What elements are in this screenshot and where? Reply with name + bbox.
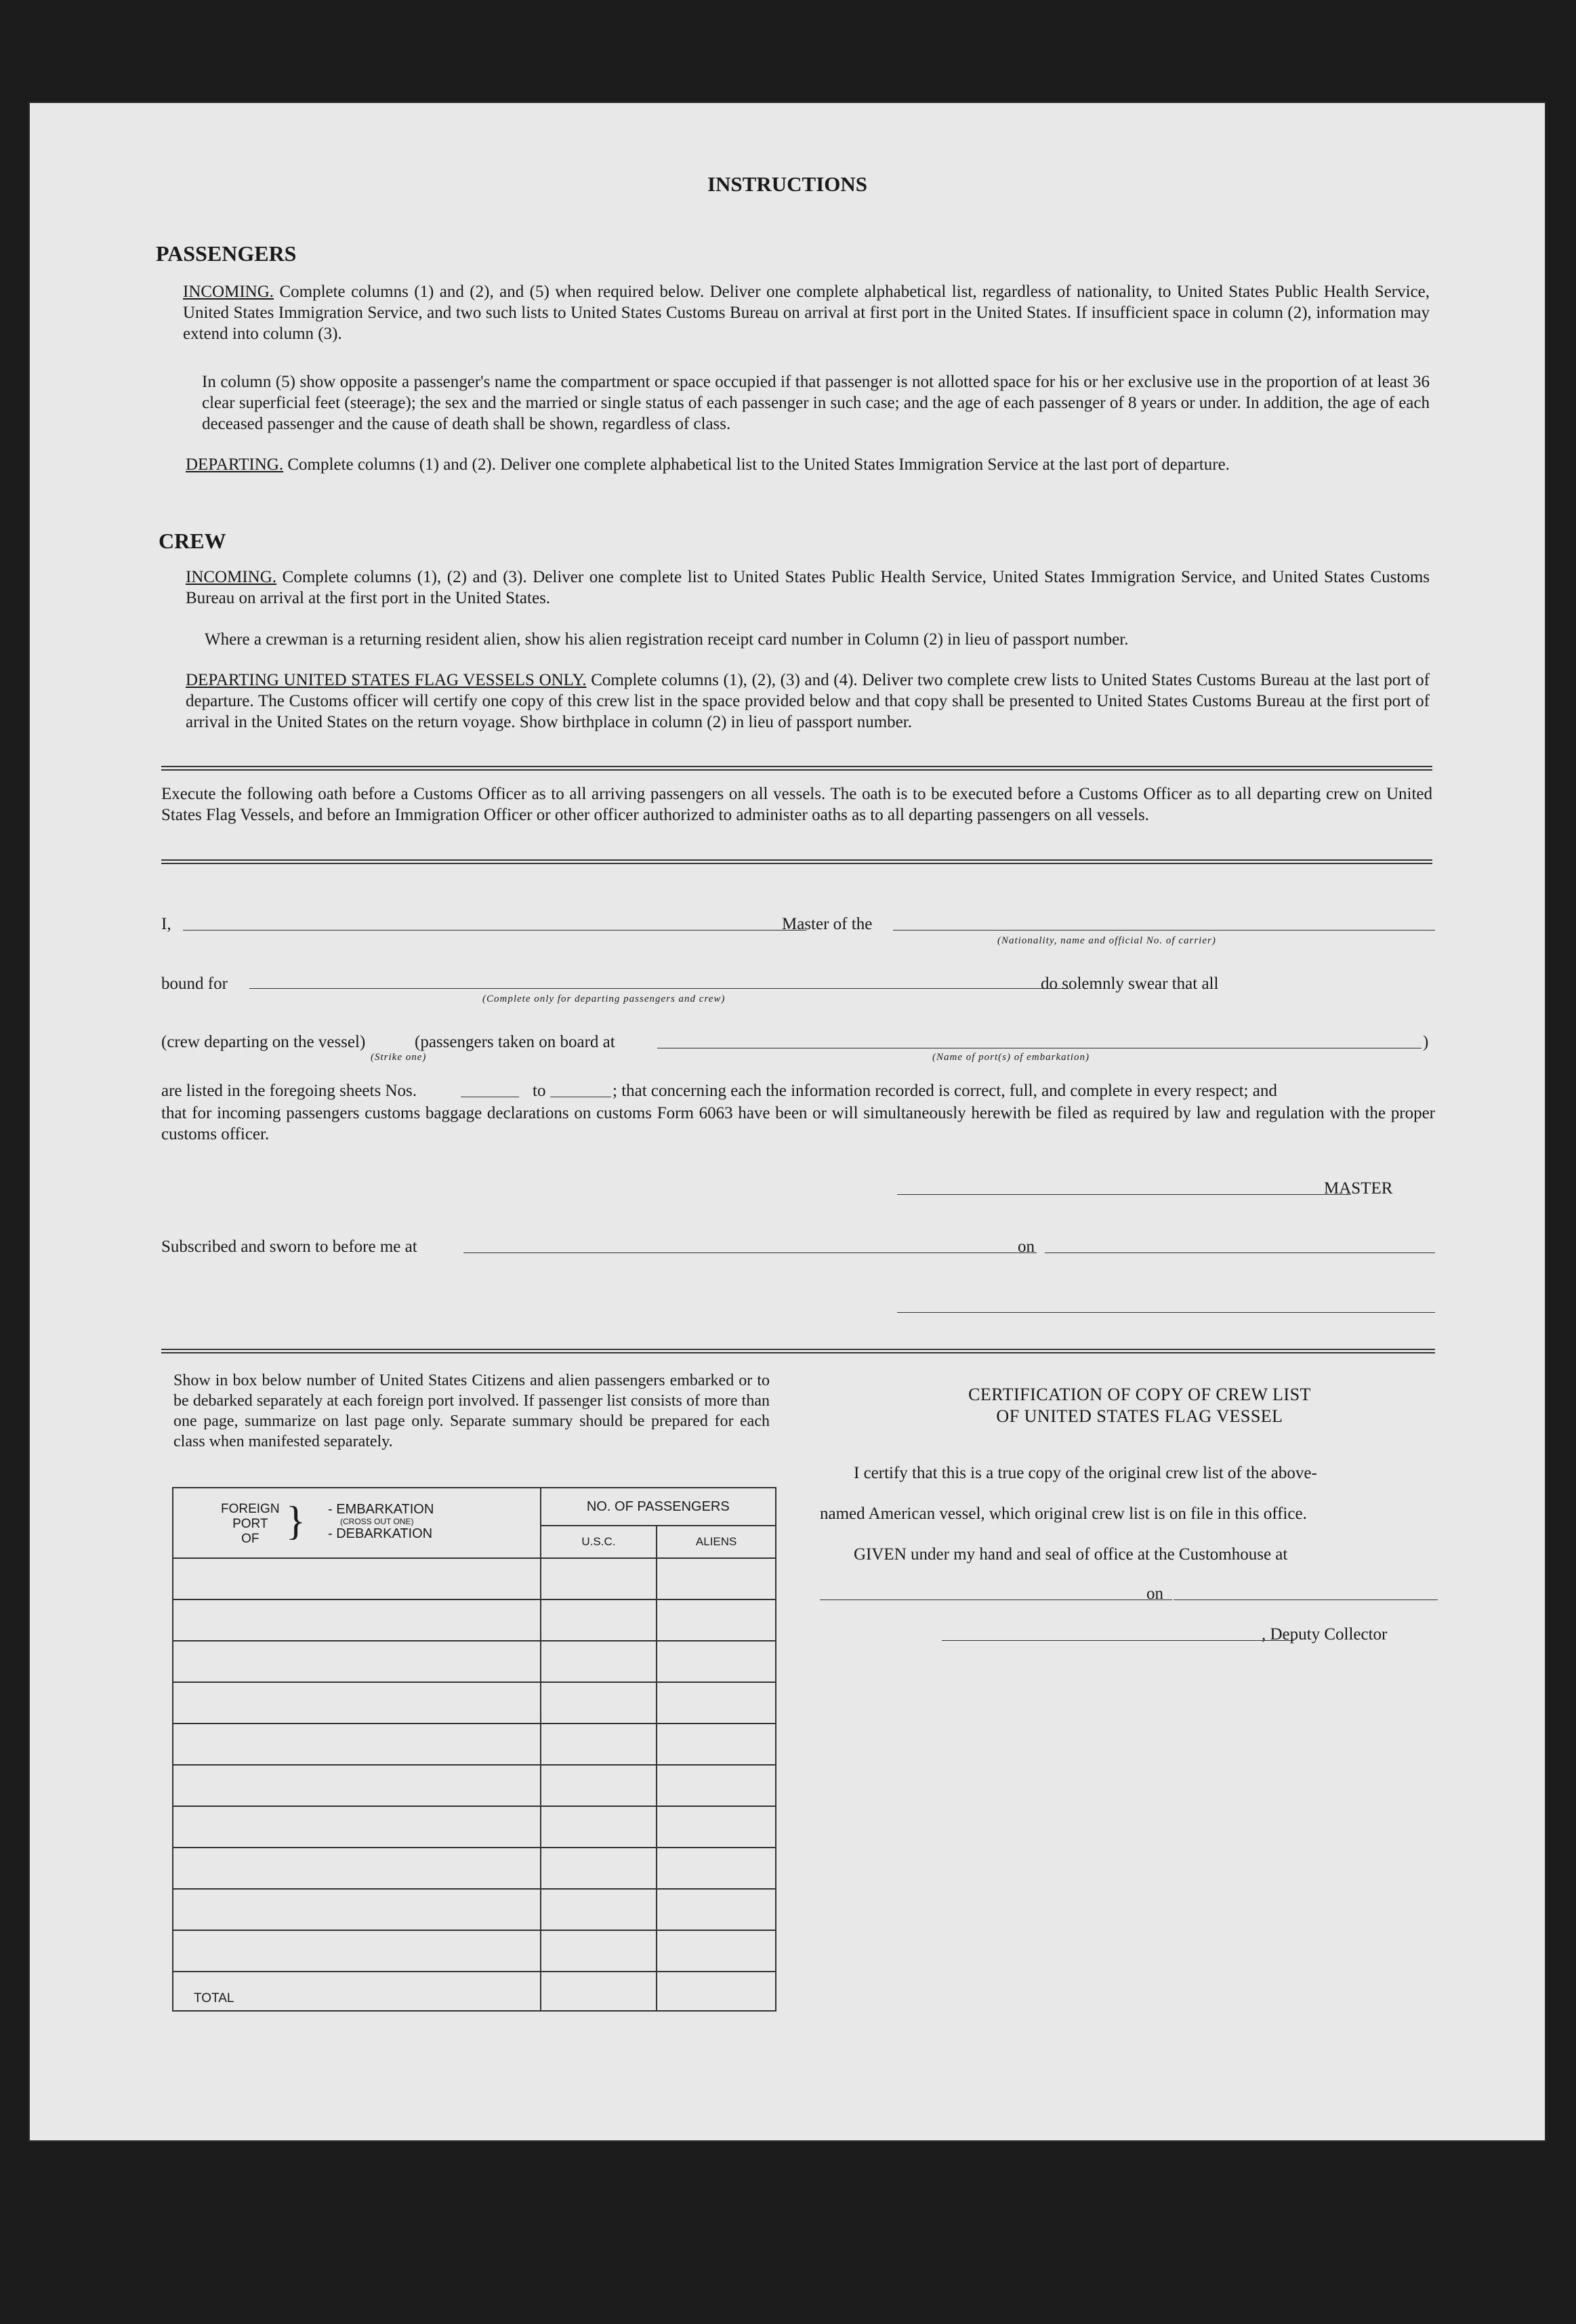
certify-line3: GIVEN under my hand and seal of office at the Customhouse at — [854, 1545, 1288, 1564]
summary-row — [173, 1682, 776, 1724]
summary-port-cell[interactable] — [173, 1765, 541, 1806]
passengers-taken-option[interactable]: (passengers taken on board at — [415, 1033, 615, 1051]
deputy-signature-field[interactable] — [942, 1640, 1294, 1641]
usc-header: U.S.C. — [541, 1526, 657, 1558]
summary-row — [173, 1558, 776, 1599]
summary-port-cell[interactable] — [173, 1641, 541, 1682]
summary-usc-cell[interactable] — [541, 1641, 657, 1682]
swear-label: do solemnly swear that all — [1041, 975, 1219, 993]
summary-aliens-cell[interactable] — [657, 1558, 776, 1599]
summary-port-cell[interactable] — [173, 1558, 541, 1599]
deputy-collector-label: , Deputy Collector — [1262, 1625, 1388, 1644]
of-label: OF — [241, 1532, 260, 1546]
port-header-cell: FOREIGN PORT OF } - EMBARKATION (CROSS OUT ONE) - DEBARKATION — [173, 1488, 541, 1558]
vessel-name-field[interactable] — [893, 930, 1435, 931]
summary-aliens-cell[interactable] — [657, 1848, 776, 1889]
total-aliens-cell[interactable] — [657, 1972, 776, 2011]
bound-for-field[interactable] — [249, 988, 1069, 989]
summary-usc-cell[interactable] — [541, 1930, 657, 1972]
summary-row — [173, 1889, 776, 1930]
summary-port-cell[interactable] — [173, 1599, 541, 1641]
summary-row — [173, 1930, 776, 1972]
summary-usc-cell[interactable] — [541, 1765, 657, 1806]
passengers-incoming-text: Complete columns (1) and (2), and (5) when required below. Deliver one complete alphabetical list, regardless of nationality, to United States Public Health Service, United States Immigration Service, and two such lists to United States Customs Bureau on arrival at first port in the United States. If insufficient space in column (2), information may extend into column (3). — [183, 283, 1430, 343]
summary-aliens-cell[interactable] — [657, 1641, 776, 1682]
sheets-to-label: to — [533, 1082, 546, 1100]
summary-aliens-cell[interactable] — [657, 1806, 776, 1848]
summary-aliens-cell[interactable] — [657, 1599, 776, 1641]
summary-usc-cell[interactable] — [541, 1724, 657, 1765]
lower-divider — [161, 1349, 1435, 1353]
passenger-summary-table — [172, 1487, 776, 2012]
summary-usc-cell[interactable] — [541, 1558, 657, 1599]
summary-intro: Show in box below number of United States Citizens and alien passengers embarked or to be debarked separately at each foreign port involved. If passenger list consists of more than one page, summarize on last page only. Separate summary should be prepared for each class when manifested separately. — [173, 1372, 770, 1450]
summary-usc-cell[interactable] — [541, 1848, 657, 1889]
customs-declaration-text: that for incoming passengers customs baggage declarations on customs Form 6063 have been or will simultaneously herewith be filed as required by law and regulation with the proper customs officer. — [161, 1104, 1435, 1143]
summary-port-cell[interactable] — [173, 1724, 541, 1765]
port-label: PORT — [232, 1517, 268, 1531]
crew-heading: CREW — [159, 529, 226, 553]
aliens-header: ALIENS — [657, 1526, 776, 1558]
total-label-cell — [173, 1972, 541, 2011]
summary-row — [173, 1641, 776, 1682]
crew-departing-option[interactable]: (crew departing on the vessel) — [161, 1033, 366, 1051]
sworn-on-label: on — [1018, 1238, 1035, 1256]
crew-departing-text: Complete columns (1), (2), (3) and (4). Deliver two complete crew lists to United States Customs Bureau at the last port of departure. The Customs officer will certify one copy of this crew list in the space provided below and that copy shall be presented to United States Customs Bureau at the first port of arrival in the United States on the return voyage. Show birthplace in column (2) in lieu of passport number. — [186, 671, 1430, 731]
nationality-caption: (Nationality, name and official No. of carrier) — [997, 935, 1216, 946]
summary-aliens-cell[interactable] — [657, 1889, 776, 1930]
ports-caption: (Name of port(s) of embarkation) — [932, 1052, 1090, 1063]
section-divider — [161, 766, 1432, 771]
passengers-departing-text: Complete columns (1) and (2). Deliver one complete alphabetical list to the United States Immigration Service at the last port of departure. — [287, 455, 1230, 474]
page-title: INSTRUCTIONS — [707, 172, 867, 196]
subscribed-label: Subscribed and sworn to before me at — [161, 1238, 417, 1256]
bound-caption: (Complete only for departing passengers and crew) — [482, 994, 726, 1004]
summary-usc-cell[interactable] — [541, 1682, 657, 1724]
passengers-departing-label: DEPARTING. — [186, 455, 284, 474]
document-page — [28, 102, 1546, 2142]
summary-usc-cell[interactable] — [541, 1806, 657, 1848]
crew-incoming-paragraph — [186, 567, 1430, 609]
passengers-incoming-paragraph — [183, 281, 1430, 344]
summary-port-cell[interactable] — [173, 1930, 541, 1972]
debarkation-option[interactable]: - DEBARKATION — [328, 1526, 433, 1541]
master-name-field[interactable] — [183, 930, 806, 931]
summary-row — [173, 1848, 776, 1889]
master-signature-field[interactable] — [897, 1194, 1351, 1195]
passengers-departing-paragraph — [186, 454, 1430, 475]
no-of-passengers-header: NO. OF PASSENGERS — [541, 1488, 776, 1526]
crew-departing-label: DEPARTING UNITED STATES FLAG VESSELS ONLY. — [186, 671, 587, 689]
certify-date-field[interactable] — [1174, 1599, 1438, 1600]
summary-usc-cell[interactable] — [541, 1889, 657, 1930]
passengers-column5-paragraph: In column (5) show opposite a passenger's name the compartment or space occupied if that passenger is not allotted space for his or her exclusive use in the proportion of at least 36 clear superficial feet (steerage); the sex and the married or single status of each passenger in such case; and the age of each passenger of 8 years or under. In addition, the age of each deceased passenger and the cause of death shall be shown, regardless of class. — [202, 373, 1430, 433]
certification-title — [842, 1384, 1438, 1427]
summary-port-cell[interactable] — [173, 1889, 541, 1930]
summary-usc-cell[interactable] — [541, 1599, 657, 1641]
oath-intro-paragraph: Execute the following oath before a Customs Officer as to all arriving passengers on all vessels. The oath is to be executed before a Customs Officer as to all departing crew on United States Flag Vessels, and before an Immigration Officer or other officer authorized to administer oaths as to all departing passengers on all vessels. — [161, 785, 1432, 824]
certification-title-line2: OF UNITED STATES FLAG VESSEL — [996, 1406, 1283, 1426]
summary-port-cell[interactable] — [173, 1682, 541, 1724]
passengers-heading: PASSENGERS — [156, 241, 297, 266]
summary-aliens-cell[interactable] — [657, 1682, 776, 1724]
sworn-place-field[interactable] — [463, 1252, 1037, 1253]
certify-line1: I certify that this is a true copy of the original crew list of the above- — [854, 1464, 1317, 1482]
summary-port-cell[interactable] — [173, 1806, 541, 1848]
summary-aliens-cell[interactable] — [657, 1765, 776, 1806]
passengers-incoming-label: INCOMING. — [183, 283, 274, 301]
total-label: TOTAL — [194, 1991, 234, 2005]
certify-on-label: on — [1146, 1585, 1163, 1603]
summary-aliens-cell[interactable] — [657, 1724, 776, 1765]
certify-line2: named American vessel, which original crew list is on file in this office. — [820, 1505, 1307, 1523]
summary-port-cell[interactable] — [173, 1848, 541, 1889]
foreign-label: FOREIGN — [221, 1502, 280, 1516]
summary-row — [173, 1599, 776, 1641]
total-usc-cell[interactable] — [541, 1972, 657, 2011]
summary-row — [173, 1724, 776, 1765]
crew-resident-paragraph: Where a crewman is a returning resident alien, show his alien registration receipt card number in Column (2) in lieu of passport number. — [205, 630, 1129, 649]
embarkation-option[interactable]: - EMBARKATION — [328, 1502, 434, 1517]
officer-signature-field[interactable] — [897, 1312, 1435, 1313]
sheets-label: are listed in the foregoing sheets Nos. — [161, 1082, 417, 1100]
certification-title-line1: CERTIFICATION OF COPY OF CREW LIST — [968, 1385, 1311, 1404]
summary-row — [173, 1806, 776, 1848]
close-paren: ) — [1423, 1033, 1429, 1051]
crew-departing-paragraph — [186, 670, 1430, 733]
bound-for-label: bound for — [161, 975, 228, 993]
summary-aliens-cell[interactable] — [657, 1930, 776, 1972]
oath-divider — [161, 859, 1432, 864]
summary-row — [173, 1765, 776, 1806]
master-of-the-label: Master of the — [782, 915, 873, 933]
sworn-date-field[interactable] — [1045, 1252, 1435, 1253]
crew-incoming-text: Complete columns (1), (2) and (3). Deliver one complete list to United States Public Health Service, United States Immigration Service, and United States Customs Bureau on arrival at the first port in the United States. — [186, 568, 1430, 607]
sheets-statement: ; that concerning each the information recorded is correct, full, and complete in every respect; and — [613, 1082, 1277, 1100]
strike-one-caption: (Strike one) — [371, 1052, 427, 1063]
cross-out-note: (CROSS OUT ONE) — [340, 1517, 414, 1526]
master-label: MASTER — [1324, 1179, 1393, 1198]
oath-i-label: I, — [161, 915, 171, 933]
crew-incoming-label: INCOMING. — [186, 568, 277, 586]
customhouse-field[interactable] — [820, 1599, 1172, 1600]
